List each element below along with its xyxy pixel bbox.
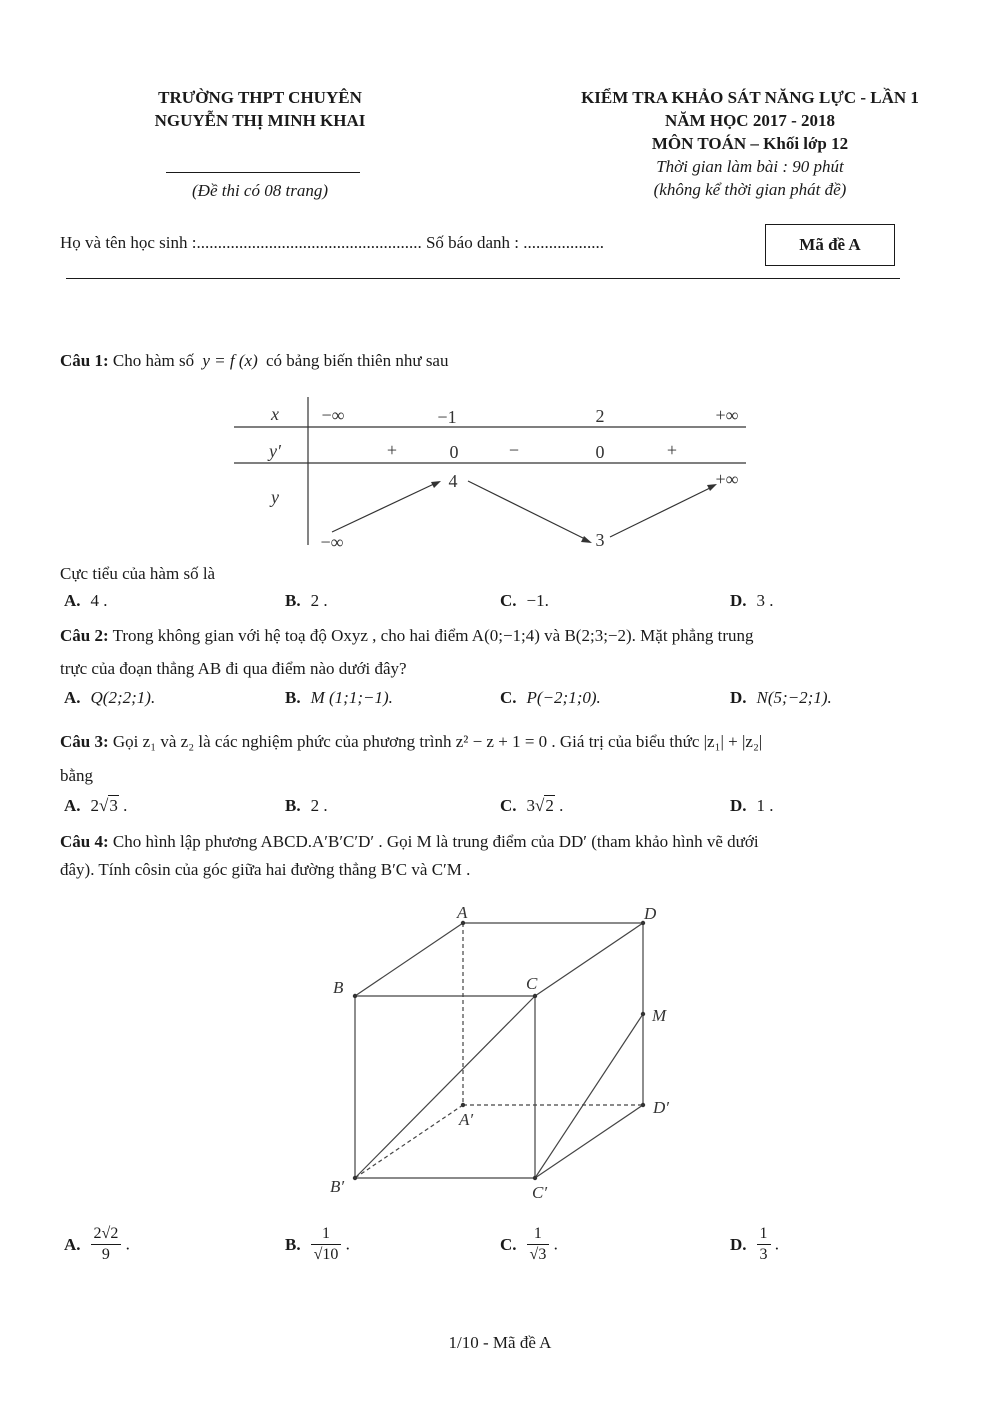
exam-title: KIỂM TRA KHẢO SÁT NĂNG LỰC - LẦN 1 — [581, 88, 919, 107]
segment-CM — [535, 1014, 643, 1178]
yprime-label: y′ — [269, 441, 281, 461]
x-value: −∞ — [321, 405, 345, 425]
x-value: +∞ — [715, 405, 739, 425]
q1-formula: y = f (x) — [202, 351, 258, 370]
vertex-B — [353, 994, 357, 998]
variation-table — [230, 395, 760, 555]
sign-value: − — [508, 440, 520, 460]
x-value: 2 — [595, 406, 605, 426]
vertex-B-prime — [353, 1176, 357, 1180]
vertex-D-prime — [641, 1103, 645, 1107]
q3-label: Câu 3: — [60, 732, 109, 751]
segment-BC-diagonal — [355, 996, 535, 1178]
x-value: −1 — [437, 407, 457, 427]
y-value: +∞ — [715, 469, 739, 489]
exam-time-note: (không kể thời gian phát đề) — [653, 180, 847, 199]
q3-option-c[interactable]: C. 3√2 . — [500, 796, 564, 815]
label-D: D — [644, 904, 657, 923]
vertex-C-prime — [533, 1176, 537, 1180]
school-name-line1: TRƯỜNG THPT CHUYÊN — [158, 88, 362, 107]
page-footer: 1/10 - Mã đề A — [448, 1333, 552, 1352]
header-rule — [66, 278, 900, 279]
x-label: x — [271, 404, 279, 424]
subject-line: MÔN TOÁN – Khối lớp 12 — [651, 134, 849, 153]
q4-option-c[interactable]: C. $\frac{1}{√3}$ . — [500, 1225, 558, 1263]
sign-value: + — [386, 440, 398, 460]
label-A-prime: A′ — [459, 1110, 474, 1129]
student-info-line: Họ và tên học sinh :..................................................... Số báo danh : ................... — [60, 233, 604, 252]
hidden-edge-AB — [355, 1105, 463, 1178]
q1-option-b[interactable]: B. 2 . — [285, 591, 328, 610]
increase-arrow — [610, 487, 712, 537]
sign-value: 0 — [595, 442, 605, 462]
q1-stem: Câu 1: Cho hàm số y = f (x) có bảng biến thiên như sau — [60, 351, 449, 370]
edge-AB — [355, 923, 463, 996]
y-label: y — [271, 487, 279, 507]
q3-option-a[interactable]: A. 2√3 . — [64, 796, 128, 815]
q4-option-b[interactable]: B. $\frac{1}{√10}$ . — [285, 1225, 350, 1263]
edge-DC — [535, 923, 643, 996]
vertex-A-prime — [461, 1103, 465, 1107]
label-C: C — [526, 974, 538, 993]
cube-figure — [320, 895, 700, 1215]
y-value: −∞ — [320, 532, 344, 552]
school-name-line2: NGUYỄN THỊ MINH KHAI — [154, 111, 366, 130]
exam-time: Thời gian làm bài : 90 phút — [656, 157, 844, 176]
header-divider — [166, 172, 360, 173]
q1-option-a[interactable]: A. 4 . — [64, 591, 108, 610]
y-value: 4 — [448, 471, 458, 491]
q2-option-c[interactable]: C. P(−2;1;0). — [500, 688, 601, 707]
edge-CD-bottom — [535, 1105, 643, 1178]
q4-label: Câu 4: — [60, 832, 109, 851]
y-value: 3 — [595, 530, 605, 550]
q1-question: Cực tiểu của hàm số là — [60, 564, 216, 583]
q2-label: Câu 2: — [60, 626, 109, 645]
label-B: B — [333, 978, 344, 997]
q3-stem-line1: Câu 3: Gọi z₁ và z₂ là các nghiệm phức của phương trình z² − z + 1 = 0 . Giá trị của biểu thức |z₁| + |z₂| — [60, 732, 763, 751]
vertex-C — [533, 994, 537, 998]
label-D-prime: D′ — [653, 1098, 669, 1117]
q1-option-d[interactable]: D. 3 . — [730, 591, 774, 610]
q2-stem-line1: Câu 2: Trong không gian với hệ toạ độ Oxyz , cho hai điểm A(0;−1;4) và B(2;3;−2). Mặt phẳng trung — [60, 626, 754, 645]
q1-option-c[interactable]: C. −1. — [500, 591, 549, 610]
q4-option-a[interactable]: A. $\frac{2√2}{9}$ . — [64, 1225, 130, 1263]
q3-option-d[interactable]: D. 1 . — [730, 796, 774, 815]
point-M — [641, 1012, 645, 1016]
q2-option-d[interactable]: D. N(5;−2;1). — [730, 688, 832, 707]
q4-option-d[interactable]: D. $\frac{1}{3}$ . — [730, 1225, 780, 1263]
exam-code-box: Mã đề A — [765, 224, 895, 266]
sign-value: 0 — [449, 442, 459, 462]
pages-note: (Đề thi có 08 trang) — [192, 181, 328, 200]
label-C-prime: C′ — [532, 1183, 548, 1202]
q1-label: Câu 1: — [60, 351, 109, 370]
q4-stem-line1: Câu 4: Cho hình lập phương ABCD.A′B′C′D′ . Gọi M là trung điểm của DD′ (tham khảo hình vẽ dưới — [60, 832, 759, 851]
q2-stem-line2: trực của đoạn thẳng AB đi qua điểm nào dưới đây? — [60, 659, 407, 678]
sign-value: + — [666, 440, 678, 460]
arrow-head — [581, 536, 592, 543]
arrow-head — [431, 481, 441, 488]
label-A: A — [457, 903, 468, 922]
q3-stem-line2: bằng — [60, 766, 94, 785]
decrease-arrow — [468, 481, 587, 540]
label-M: M — [652, 1006, 667, 1025]
q4-stem-line2: đây). Tính côsin của góc giữa hai đường thẳng B′C và C′M . — [60, 860, 471, 879]
q2-option-a[interactable]: A. Q(2;2;1). — [64, 688, 156, 707]
school-year: NĂM HỌC 2017 - 2018 — [665, 111, 835, 130]
q2-option-b[interactable]: B. M (1;1;−1). — [285, 688, 393, 707]
label-B-prime: B′ — [330, 1177, 345, 1196]
increase-arrow — [332, 483, 436, 532]
q3-option-b[interactable]: B. 2 . — [285, 796, 328, 815]
